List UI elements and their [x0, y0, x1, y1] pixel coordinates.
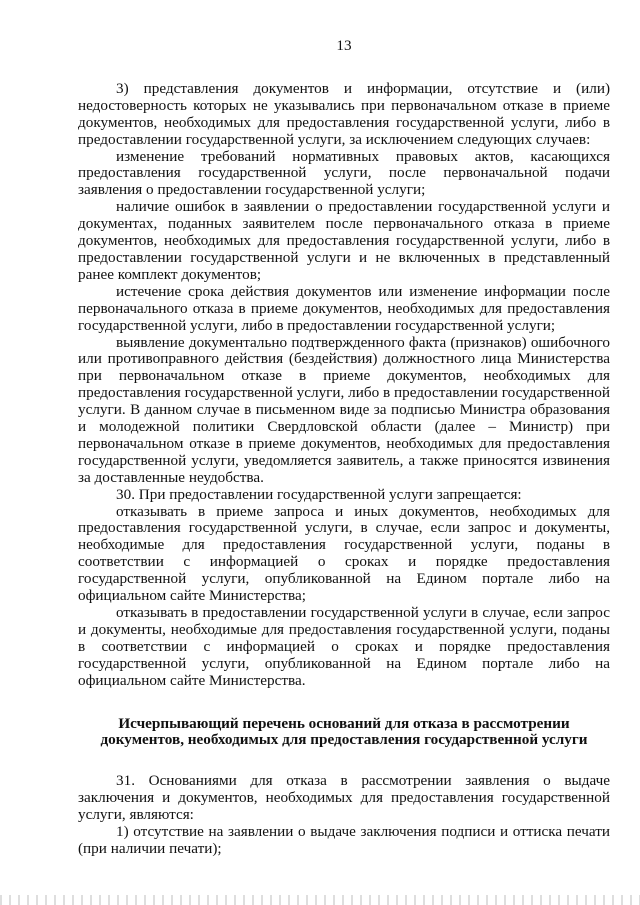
paragraph: наличие ошибок в заявлении о предоставлении государственной услуги и документах, поданных заявителем после первоначального отказа в приеме документов, необходимых для предоставления государственной услуги, либо в предоставлении государственной услуги и не включенных в представленный ранее комплект документов; [78, 198, 610, 283]
scan-edge [0, 895, 640, 905]
paragraph: 1) отсутствие на заявлении о выдаче заключения подписи и оттиска печати (при наличии печати); [78, 823, 610, 857]
body-before [78, 81, 610, 690]
paragraph: выявление документально подтвержденного факта (признаков) ошибочного или противоправного действия (бездействия) должностного лица Министерства при первоначальном отказе в приеме документов, необходимых для предоставления государственной услуги, либо в предоставлении государственной услуги. В данном случае в письменном виде за подписью Министра образования и молодежной политики Свердловской области (далее – Министр) при первоначальном отказе в приеме документов, необходимых для предоставления государственной услуги, уведомляется заявитель, а также приносятся извинения за доставленные неудобства. [78, 333, 610, 486]
page-number: 13 [336, 37, 352, 54]
section-heading [78, 716, 610, 750]
paragraph: 31. Основаниями для отказа в рассмотрении заявления о выдаче заключения и документов, необходимых для предоставления государственной услуги, являются: [78, 772, 610, 824]
paragraph: отказывать в приеме запроса и иных документов, необходимых для предоставления государственной услуги, в случае, если запрос и документы, необходимые для предоставления государственной услуги, поданы в соответствии с информацией о сроках и порядке предоставления государственной услуги, опубликованной на Едином портале либо на официальном сайте Министерства; [78, 502, 610, 605]
paragraph: отказывать в предоставлении государственной услуги в случае, если запрос и документы, необходимые для предоставления государственной услуги, поданы в соответствии с информацией о сроках и порядке предоставления государственной услуги, опубликованной на Едином портале либо на официальном сайте Министерства. [78, 604, 610, 689]
paragraph: истечение срока действия документов или изменение информации после первоначального отказа в приеме документов, необходимых для предоставления государственной услуги, либо в предоставлении государственной услуги; [78, 282, 610, 334]
paragraph: изменение требований нормативных правовых актов, касающихся предоставления государственной услуги, после первоначальной подачи заявления о предоставлении государственной услуги; [78, 147, 610, 199]
section-heading-line: Исчерпывающий перечень оснований для отказа в рассмотрении [118, 714, 570, 732]
section-heading-line: документов, необходимых для предоставления государственной услуги [100, 731, 588, 749]
body-after [78, 773, 610, 858]
paragraph: 30. При предоставлении государственной услуги запрещается: [116, 485, 522, 503]
paragraph: 3) представления документов и информации, отсутствие и (или) недостоверность которых не указывались при первоначальном отказе в приеме документов, необходимых для предоставления государственной услуги, либо в предоставлении государственной услуги, за исключением следующих случаев: [78, 79, 610, 148]
